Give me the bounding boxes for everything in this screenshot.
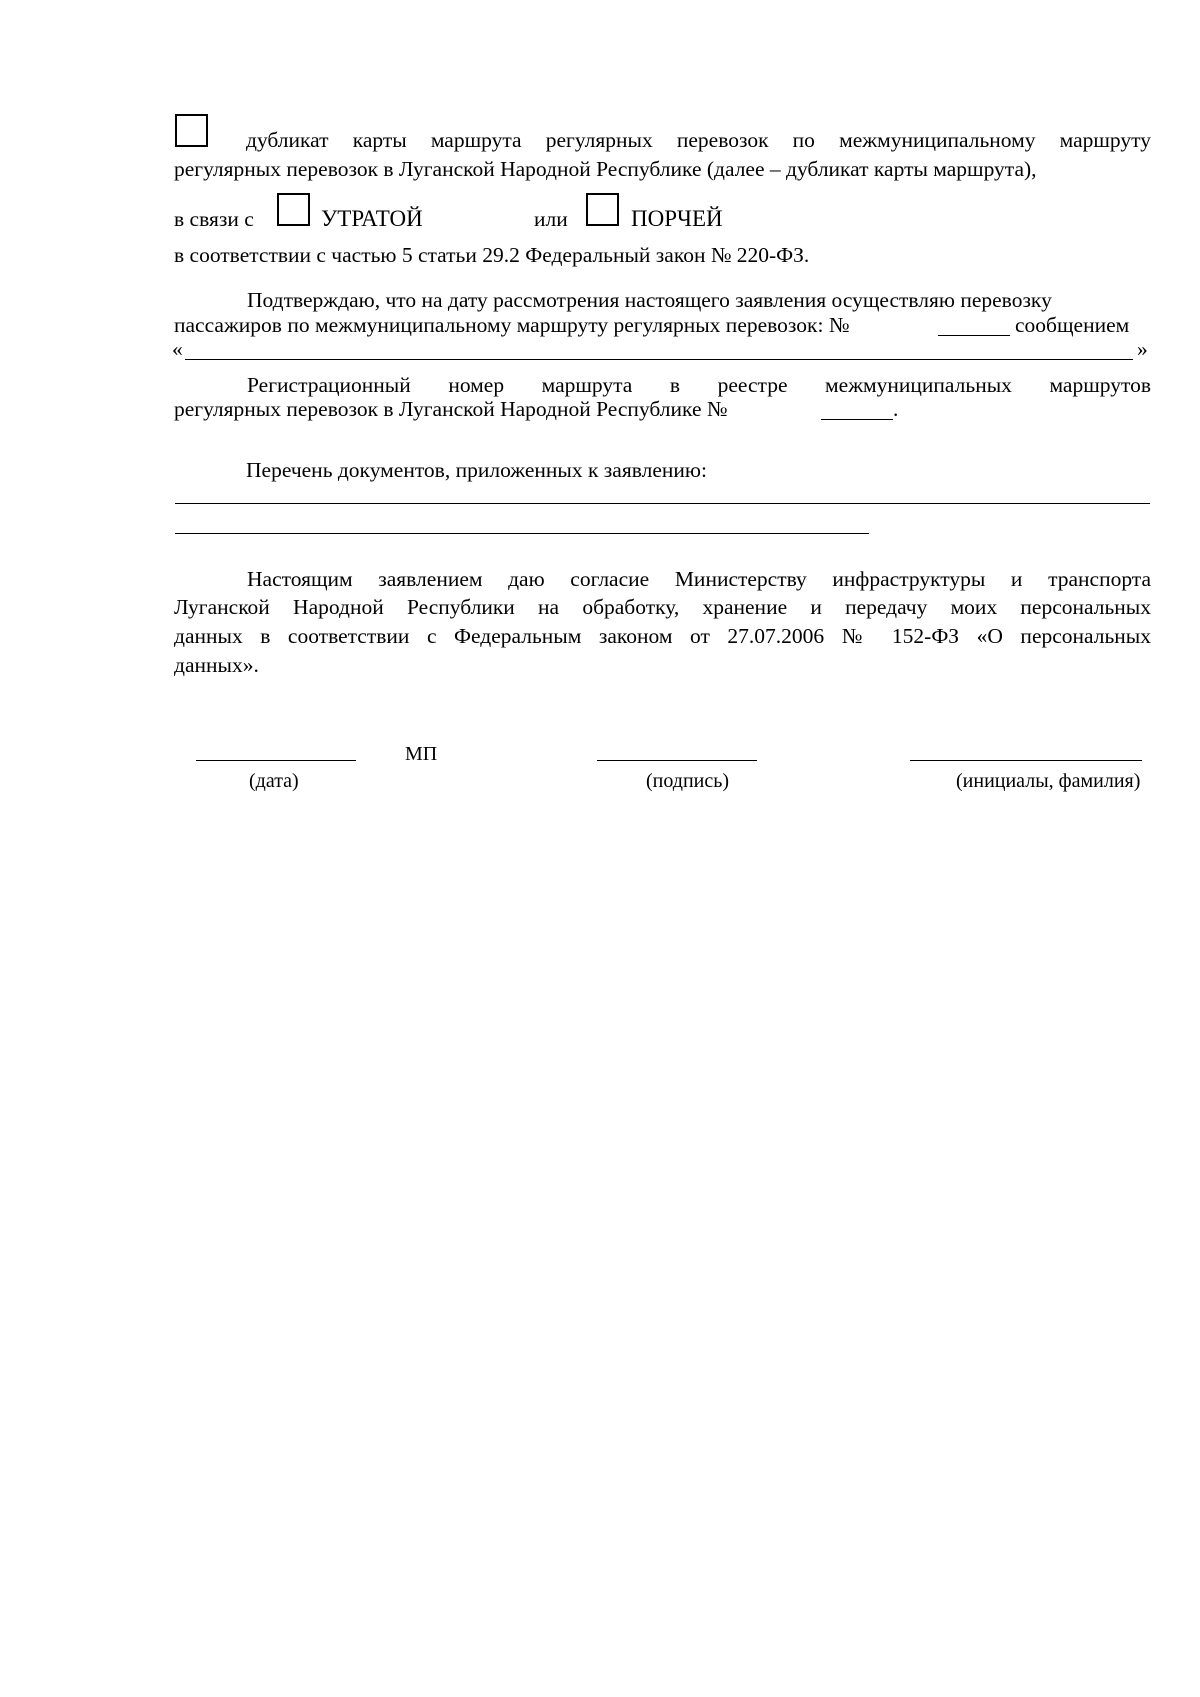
date-field[interactable] <box>196 760 356 761</box>
registration-line-2-text: регулярных перевозок в Луганской Народной Республике № <box>174 397 728 421</box>
signature-field[interactable] <box>597 760 757 761</box>
loss-checkbox[interactable] <box>277 193 310 226</box>
registration-number-field[interactable] <box>821 419 893 420</box>
duplicate-checkbox[interactable] <box>175 114 208 147</box>
close-quote: » <box>1137 337 1148 361</box>
stamp-label: МП <box>405 743 438 765</box>
date-caption: (дата) <box>249 770 299 792</box>
confirm-line-2-suffix: сообщением <box>1015 313 1130 337</box>
duplicate-line-2: регулярных перевозок в Луганской Народной Республике (далее – дубликат карты маршрута), <box>174 157 1037 181</box>
duplicate-line-1: дубликат карты маршрута регулярных перевозок по межмуниципальному маршруту <box>246 130 1151 152</box>
consent-line-3: данных в соответствии с Федеральным законом от 27.07.2006 № 152-ФЗ «О персональных <box>174 626 1151 648</box>
documents-field-line-1[interactable] <box>175 503 1150 504</box>
damage-checkbox[interactable] <box>586 193 619 226</box>
registration-line-1: Регистрационный номер маршрута в реестре межмуниципальных маршрутов <box>247 375 1151 397</box>
loss-option-label: УТРАТОЙ <box>321 206 423 231</box>
open-quote: « <box>172 337 183 361</box>
name-field[interactable] <box>910 760 1142 761</box>
consent-line-1: Настоящим заявлением даю согласие Министерству инфраструктуры и транспорта <box>247 569 1151 591</box>
registration-line-2-period: . <box>893 397 899 421</box>
route-number-field[interactable] <box>938 335 1010 336</box>
name-caption: (инициалы, фамилия) <box>956 770 1141 792</box>
confirm-line-2-text: пассажиров по межмуниципальному маршруту регулярных перевозок: № <box>174 313 850 337</box>
documents-field-line-2[interactable] <box>175 533 869 534</box>
signature-caption: (подпись) <box>646 770 730 792</box>
confirm-line-1: Подтверждаю, что на дату рассмотрения настоящего заявления осуществляю перевозку <box>247 288 1052 312</box>
consent-line-2: Луганской Народной Республики на обработку, хранение и передачу моих персональных <box>174 597 1151 619</box>
legal-basis: в соответствии с частью 5 статьи 29.2 Федеральный закон № 220-ФЗ. <box>174 243 810 267</box>
reason-prefix: в связи с <box>174 207 254 231</box>
consent-line-4: данных». <box>174 653 259 677</box>
reason-connector: или <box>534 207 568 231</box>
damage-option-label: ПОРЧЕЙ <box>631 206 723 231</box>
connection-name-field[interactable] <box>185 359 1133 360</box>
documents-list-label: Перечень документов, приложенных к заявлению: <box>246 458 707 482</box>
